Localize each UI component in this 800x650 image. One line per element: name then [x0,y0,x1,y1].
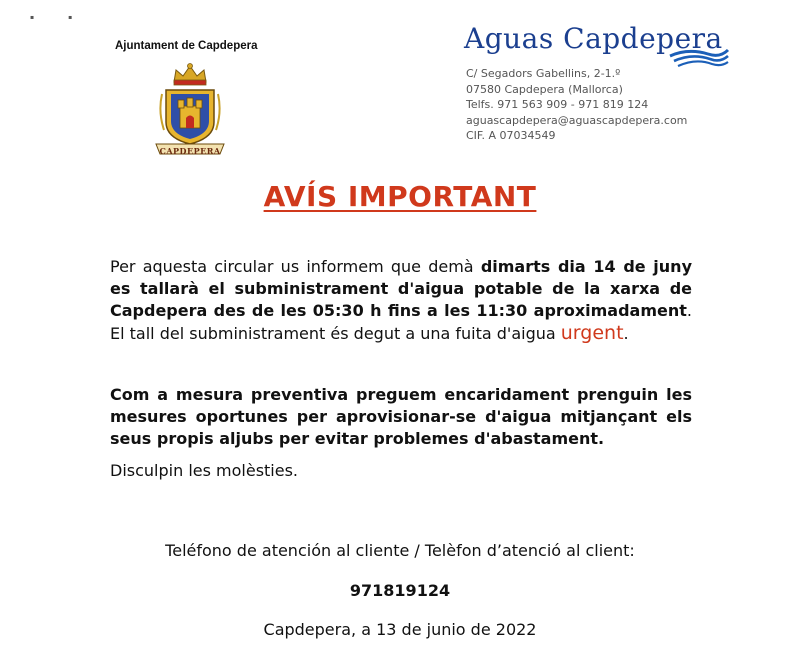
phone-number: 971819124 [349,581,451,600]
postal-line: 07580 Capdepera (Mallorca) [466,82,623,96]
notice-title-wrap [0,180,800,213]
p1-end: . [623,324,629,343]
p1-reason: . El tall del subministrament és degut a una fuita d'aigua [110,301,692,343]
notice-paragraph-1 [110,256,692,345]
address-line: C/ Segadors Gabellins, 2-1.º [466,67,621,80]
email-line: aguascapdepera@aguascapdepera.com [466,113,688,127]
ajuntament-name: Ajuntament de Capdepera [115,40,258,52]
notice-paragraph-3: Disculpin les molèsties. [110,461,299,480]
coat-of-arms-icon [150,60,230,160]
date-line: Capdepera, a 13 de junio de 2022 [263,620,537,639]
notice-title: AVÍS IMPORTANT [263,180,537,213]
urgent-word: urgent [560,322,624,344]
brand-name: Aguas Capdepera [464,22,723,55]
phones-line: Telfs. 971 563 909 - 971 819 124 [466,98,649,111]
p1-intro: Per aquesta circular us informem que demà [110,257,481,276]
phone-label: Teléfono de atención al cliente / Telèfon d’atenció al client: [165,541,635,560]
p1-bold-details: dimarts dia 14 de juny es tallarà el subministrament d'aigua potable de la xarxa de Capdepera des de les 05:30 h fins a les 11:30 aproximadament [110,257,693,320]
cif-line: CIF. A 07034549 [466,129,556,142]
company-address-block [466,66,687,144]
scan-specks: ▪ ▪ [30,14,73,21]
coat-of-arms-label: CAPDEPERA [159,146,221,156]
notice-paragraph-2: Com a mesura preventiva preguem encaridament prenguin les mesures oportunes per aprovisionar-se d'aigua mitjançant els seus propis aljubs per evitar problemes d'abastament. [110,385,692,448]
